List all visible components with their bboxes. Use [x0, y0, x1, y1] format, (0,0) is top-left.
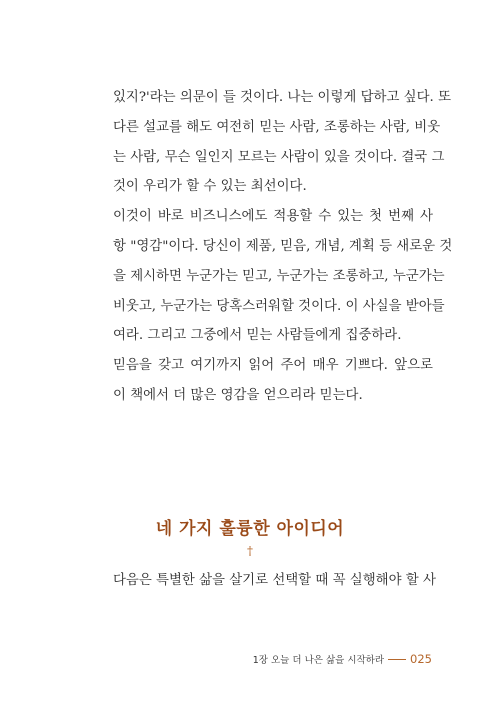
text-line: 비웃고, 누군가는 당혹스러워할 것이다. 이 사실을 받아들 — [113, 298, 445, 314]
text-line: 것이 우리가 할 수 있는 최선이다. — [113, 179, 307, 195]
text-line: 항 "영감"이다. 당신이 제품, 믿음, 개념, 계획 등 새로운 것 — [113, 238, 453, 254]
footer-divider — [388, 659, 406, 660]
page-number: 025 — [410, 652, 432, 666]
text-line: 는 사람, 무슨 일인지 모르는 사람이 있을 것이다. 결국 그 — [113, 149, 445, 165]
text-line: 여라. 그리고 그중에서 믿는 사람들에게 집중하라. — [113, 328, 402, 344]
text-line: 다음은 특별한 삶을 살기로 선택할 때 꼭 실행해야 할 사 — [113, 573, 436, 588]
page-footer — [253, 652, 432, 666]
running-header: 1장 오늘 더 나은 삶을 시작하라 — [252, 655, 385, 666]
text-line: 이것이 바로 비즈니스에도 적용할 수 있는 첫 번째 사 — [113, 209, 433, 225]
text-line: 있지?'라는 의문이 들 것이다. 나는 이렇게 답하고 싶다. 또 — [113, 90, 452, 105]
text-line: 다른 설교를 해도 여전히 믿는 사람, 조롱하는 사람, 비웃 — [113, 119, 441, 135]
body-paragraphs — [113, 83, 453, 411]
section-title: 네 가지 훌륭한 아이디어 — [155, 519, 345, 539]
text-line: 이 책에서 더 많은 영감을 얻으리라 믿는다. — [113, 387, 363, 403]
text-line: 을 제시하면 누군가는 믿고, 누군가는 조롱하고, 누군가는 — [113, 268, 445, 284]
cross-ornament-icon: † — [247, 544, 253, 558]
section-body — [113, 566, 436, 596]
text-line: 믿음을 갖고 여기까지 읽어 주어 매우 기쁘다. 앞으로 — [113, 358, 433, 374]
